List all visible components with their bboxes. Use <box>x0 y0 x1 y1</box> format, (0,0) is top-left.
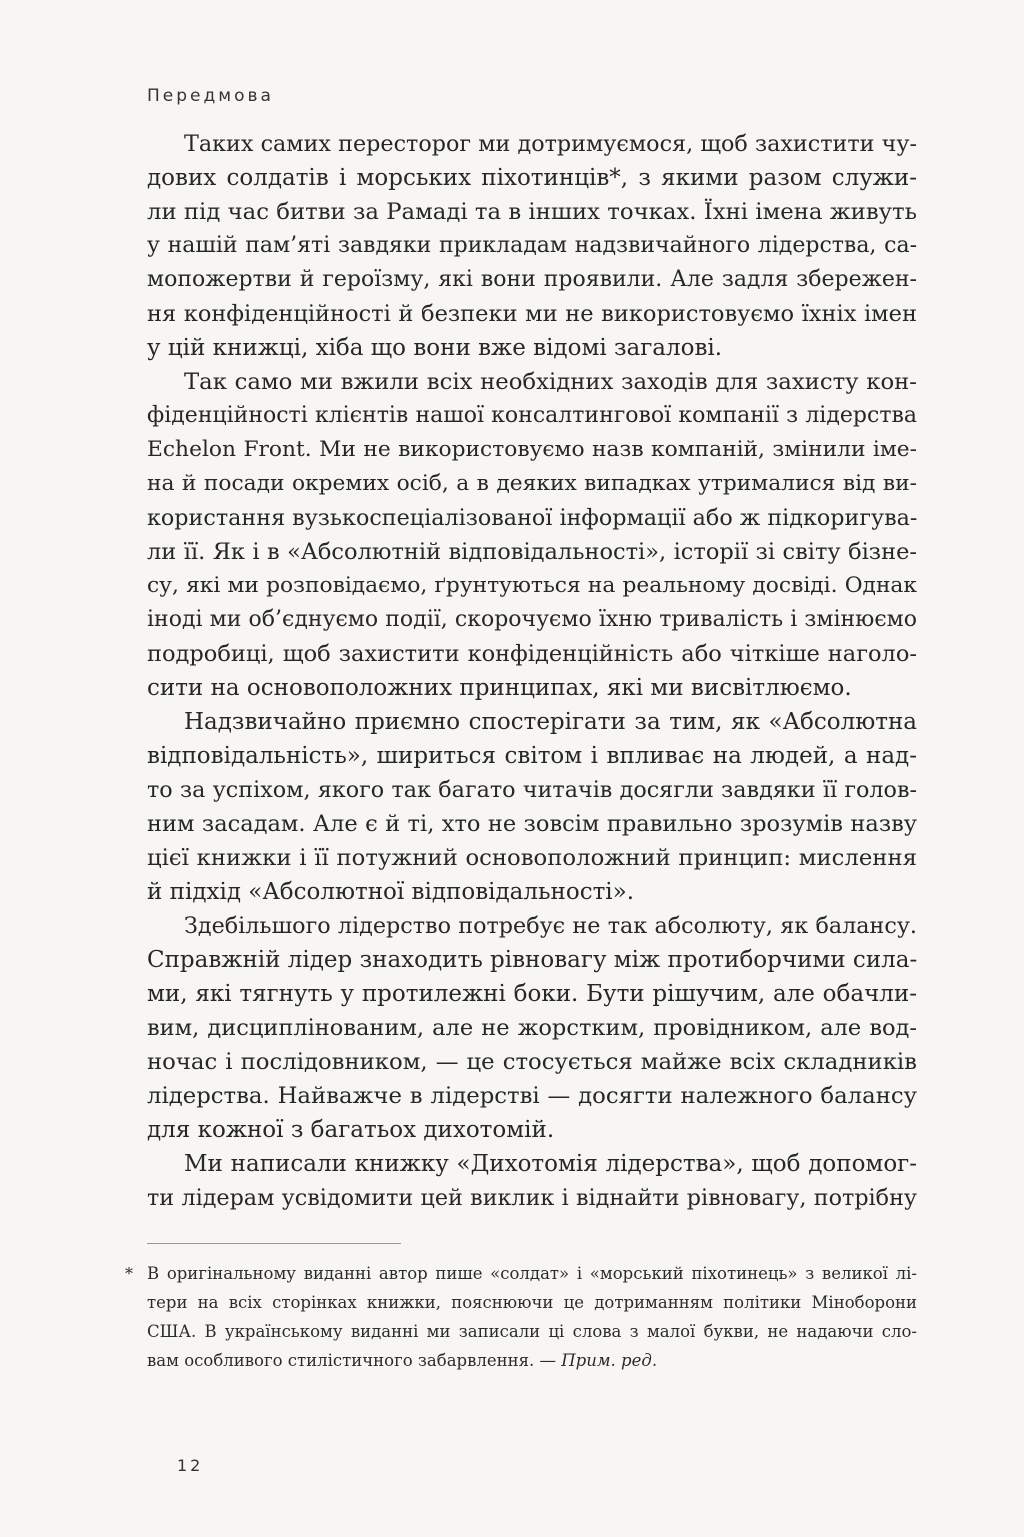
running-head: Передмова <box>147 86 274 106</box>
body-line: для кожної з багатьох дихотомій. <box>147 1117 555 1143</box>
body-line: Ми написали книжку «Дихотомія лідерства», щоб допомог- <box>184 1151 917 1177</box>
body-line: то за успіхом, якого так багато читачів досягли завдяки її голов- <box>147 777 917 803</box>
body-line: ня конфіденційності й безпеки ми не використовуємо їхніх імен <box>147 301 917 327</box>
body-line: у нашій пам’яті завдяки прикладам надзвичайного лідерства, са- <box>147 233 917 258</box>
body-line: ним засадам. Але є й ті, хто не зовсім правильно зрозумів назву <box>147 811 917 837</box>
footnote-last-line <box>147 1346 917 1375</box>
body-line: Справжній лідер знаходить рівновагу між протиборчими сила- <box>147 947 918 973</box>
body-text <box>147 127 917 1215</box>
body-line: цієї книжки і її потужний основоположний принцип: мислення <box>147 845 917 871</box>
footnote-divider <box>147 1243 401 1244</box>
body-line: у цій книжці, хіба що вони вже відомі загалові. <box>147 335 723 361</box>
body-line: й підхід «Абсолютної відповідальності». <box>147 879 635 905</box>
body-line: ли під час битви за Рамаді та в інших точках. Їхні імена живуть <box>147 199 917 225</box>
body-line: лідерства. Найважче в лідерстві — досягти належного балансу <box>147 1083 917 1109</box>
body-line: сити на основоположних принципах, які ми висвітлюємо. <box>147 675 852 701</box>
body-line: Надзвичайно приємно спостерігати за тим, як «Абсолютна <box>184 709 917 735</box>
body-line: відповідальність», шириться світом і впливає на людей, а над- <box>147 743 917 769</box>
body-line: Echelon Front. Ми не використовуємо назв компаній, змінили іме- <box>147 437 917 462</box>
body-line: користання вузькоспеціалізованої інформації або ж підкоригува- <box>147 505 918 531</box>
footnote-line: тери на всіх сторінках книжки, пояснюючи це дотриманням політики Міноборони <box>147 1293 917 1312</box>
body-line: су, які ми розповідаємо, ґрунтуються на реальному досвіді. Однак <box>147 573 917 598</box>
body-line: ти лідерам усвідомити цей виклик і віднайти рівновагу, потрібну <box>147 1185 917 1211</box>
body-line: Здебільшого лідерство потребує не так абсолюту, як балансу. <box>184 913 917 939</box>
body-line: на й посади окремих осіб, а в деяких випадках утрималися від ви- <box>147 471 917 496</box>
body-line: ли її. Як і в «Абсолютній відповідальності», історії зі світу бізне- <box>147 539 917 565</box>
footnote <box>125 1259 917 1375</box>
footnote-marker: * <box>125 1264 133 1283</box>
page-number: 12 <box>177 1456 204 1475</box>
body-line: мопожертви й героїзму, які вони проявили. Але задля збережен- <box>147 267 917 292</box>
body-line: подробиці, щоб захистити конфіденційність або чіткіше наголо- <box>147 641 917 667</box>
body-line: Таких самих пересторог ми дотримуємося, щоб захистити чу- <box>184 131 917 157</box>
body-line: дових солдатів і морських піхотинців*, з якими разом служи- <box>147 165 917 191</box>
body-line: ночас і послідовником, — це стосується майже всіх складників <box>147 1049 917 1075</box>
body-line: іноді ми об’єднуємо події, скорочуємо їхню тривалість і змінюємо <box>147 607 917 632</box>
body-line: Так само ми вжили всіх необхідних заходів для захисту кон- <box>184 369 917 395</box>
body-line: ми, які тягнуть у протилежні боки. Бути рішучим, але обачли- <box>147 981 917 1007</box>
footnote-line: В оригінальному виданні автор пише «солдат» і «морський піхотинець» з великої лі- <box>147 1264 917 1283</box>
body-line: фіденційності клієнтів нашої консалтингової компанії з лідерства <box>147 403 917 428</box>
editor-note: — Прим. ред. <box>539 1351 658 1370</box>
footnote-line: вам особливого стилістичного забарвлення. <box>147 1351 535 1370</box>
body-line: вим, дисциплінованим, але не жорстким, провідником, але вод- <box>147 1015 917 1041</box>
footnote-line: США. В українському виданні ми записали ці слова з малої букви, не надаючи сло- <box>147 1322 917 1341</box>
